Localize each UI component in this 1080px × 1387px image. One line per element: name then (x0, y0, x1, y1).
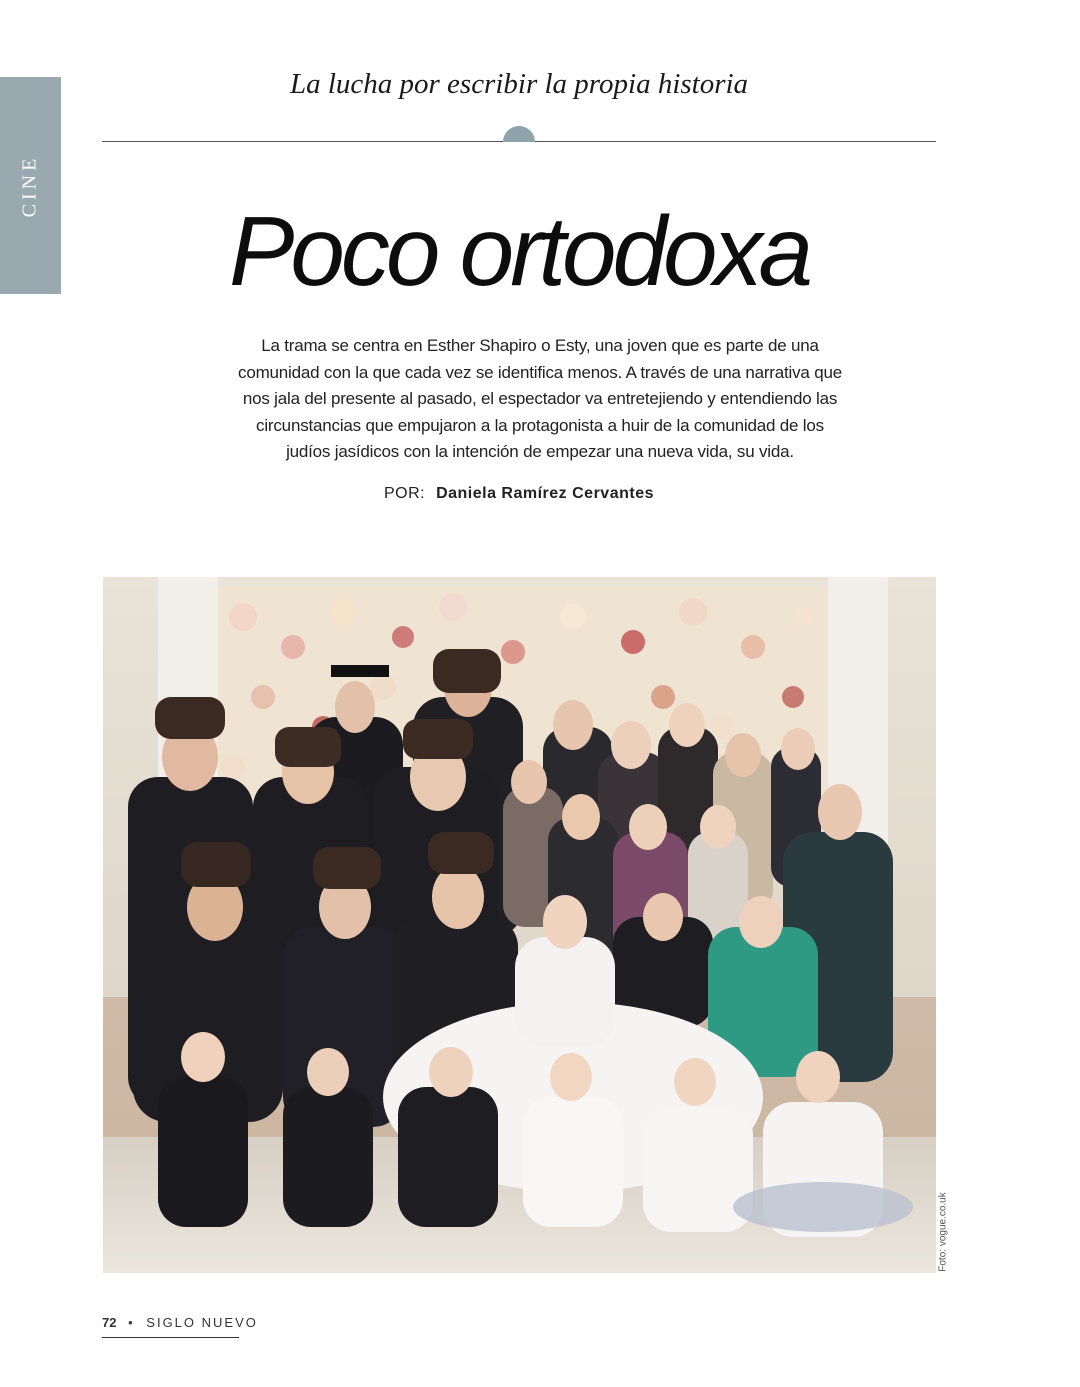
footer-rule (102, 1337, 239, 1338)
photo-credit: Foto: vogue.co.uk (937, 1192, 949, 1272)
article-deck (200, 333, 880, 466)
headline: Poco ortodoxa (229, 196, 809, 306)
deck-line: judíos jasídicos con la intención de empezar una nueva vida, su vida. (286, 442, 794, 461)
deck-line: comunidad con la que cada vez se identifica menos. A través de una narrativa que (238, 362, 842, 382)
family-photo-illustration (103, 577, 936, 1273)
divider-ornament (503, 126, 535, 142)
page-number: 72 (102, 1315, 117, 1330)
kicker: La lucha por escribir la propia historia (289, 68, 749, 100)
section-label: CINE (18, 154, 41, 218)
byline (102, 485, 936, 503)
deck-line: nos jala del presente al pasado, el espectador va entretejiendo y entendiendo las (242, 389, 838, 408)
byline-author: Daniela Ramírez Cervantes (436, 485, 654, 502)
deck-line: La trama se centra en Esther Shapiro o Esty, una joven que es parte de una (261, 336, 819, 355)
page-footer (102, 1315, 258, 1330)
footer-separator: • (128, 1315, 135, 1330)
byline-label: POR: (383, 485, 426, 502)
family-photo (103, 577, 936, 1273)
deck-line: circunstancias que empujaron a la protagonista a huir de la comunidad de los (256, 415, 824, 435)
publication-name: SIGLO NUEVO (146, 1315, 258, 1330)
